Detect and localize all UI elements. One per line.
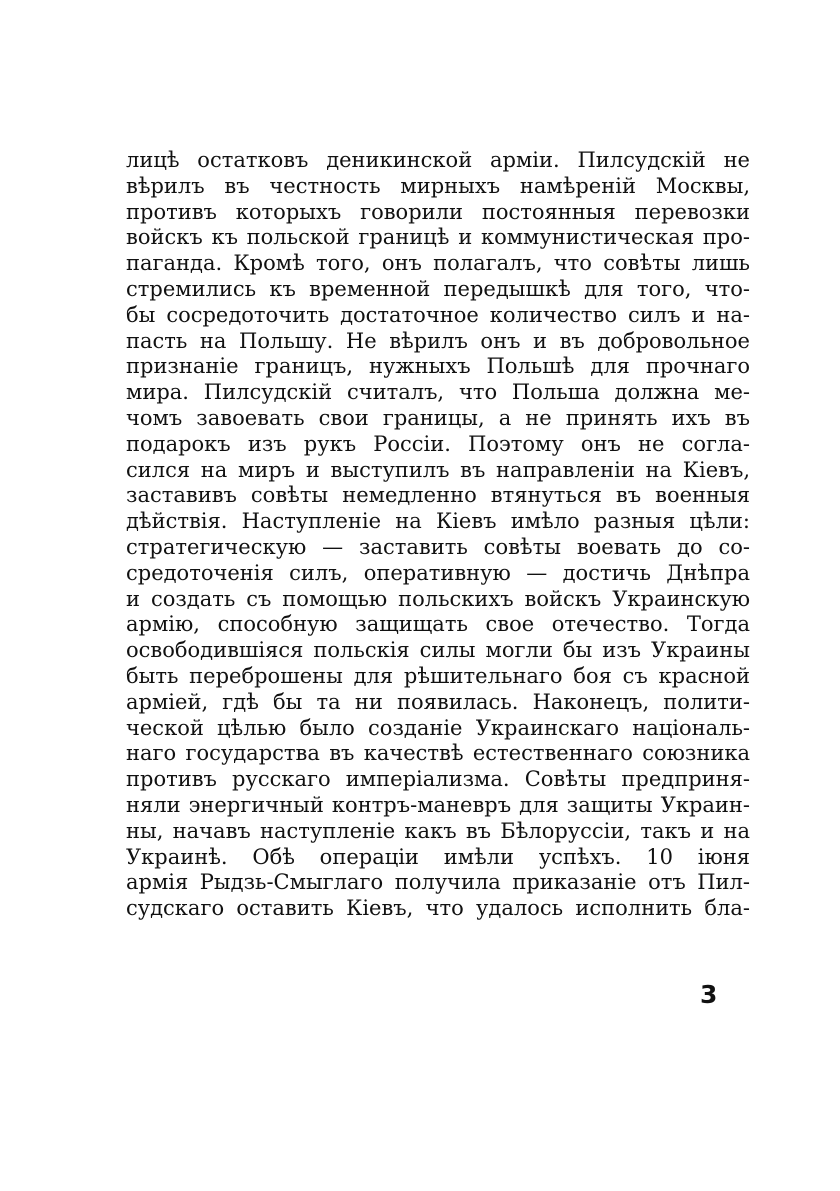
- body-text: [126, 148, 750, 922]
- text-line: паганда. Кромѣ того, онъ полагалъ, что совѣты лишь: [126, 251, 750, 276]
- text-line: пасть на Польшу. Не вѣрилъ онъ и въ добровольное: [126, 328, 750, 353]
- text-line: заставивъ совѣты немедленно втянуться въ военныя: [126, 483, 750, 508]
- text-line: дѣйствія. Наступленіе на Кіевъ имѣло разныя цѣли:: [126, 509, 750, 534]
- page-number: 3: [700, 980, 718, 1009]
- text-line: арміей, гдѣ бы та ни появилась. Наконецъ, полити-: [126, 689, 750, 714]
- text-line: средоточенія силъ, оперативную — достичь Днѣпра: [126, 560, 750, 585]
- text-line: стратегическую — заставить совѣты воевать до со-: [126, 534, 750, 559]
- text-line: освободившіяся польскія силы могли бы изъ Украины: [126, 638, 750, 663]
- text-line: противъ русскаго имперіализма. Совѣты предприня-: [126, 767, 750, 792]
- text-line: Украинѣ. Обѣ операціи имѣли успѣхъ. 10 іюня: [126, 844, 750, 869]
- text-line: няли энергичный контръ-маневръ для защиты Украин-: [126, 792, 750, 817]
- text-line: признаніе границъ, нужныхъ Польшѣ для прочнаго: [126, 354, 750, 379]
- text-line: стремились къ временной передышкѣ для того, что-: [126, 276, 750, 301]
- text-line: сился на миръ и выступилъ въ направленіи на Кіевъ,: [126, 457, 750, 482]
- text-line: судскаго оставить Кіевъ, что удалось исполнить бла-: [126, 896, 750, 921]
- text-line: ны, начавъ наступленіе какъ въ Бѣлоруссіи, такъ и на: [126, 818, 750, 843]
- text-line: лицѣ остатковъ деникинской арміи. Пилсудскій не: [126, 148, 750, 172]
- text-line: мира. Пилсудскій считалъ, что Польша должна ме-: [126, 380, 750, 405]
- text-line: чомъ завоевать свои границы, а не принять ихъ въ: [126, 405, 750, 430]
- text-line: противъ которыхъ говорили постоянныя перевозки: [126, 199, 750, 224]
- text-line: подарокъ изъ рукъ Россіи. Поэтому онъ не согла-: [126, 431, 750, 456]
- text-line: войскъ къ польской границѣ и коммунистическая про-: [126, 225, 750, 250]
- text-line: и создать съ помощью польскихъ войскъ Украинскую: [126, 586, 750, 611]
- text-line: бы сосредоточить достаточное количество силъ и на-: [126, 302, 750, 327]
- text-line: наго государства въ качествѣ естественнаго союзника: [126, 741, 750, 766]
- text-line: вѣрилъ въ честность мирныхъ намѣреній Москвы,: [126, 173, 750, 198]
- text-line: армія Рыдзь-Смыглаго получила приказаніе отъ Пил-: [126, 870, 750, 895]
- text-line: быть переброшены для рѣшительнаго боя съ красной: [126, 663, 750, 688]
- text-line: ческой цѣлью было созданіе Украинскаго національ-: [126, 715, 750, 740]
- text-line: армію, способную защищать свое отечество. Тогда: [126, 612, 750, 637]
